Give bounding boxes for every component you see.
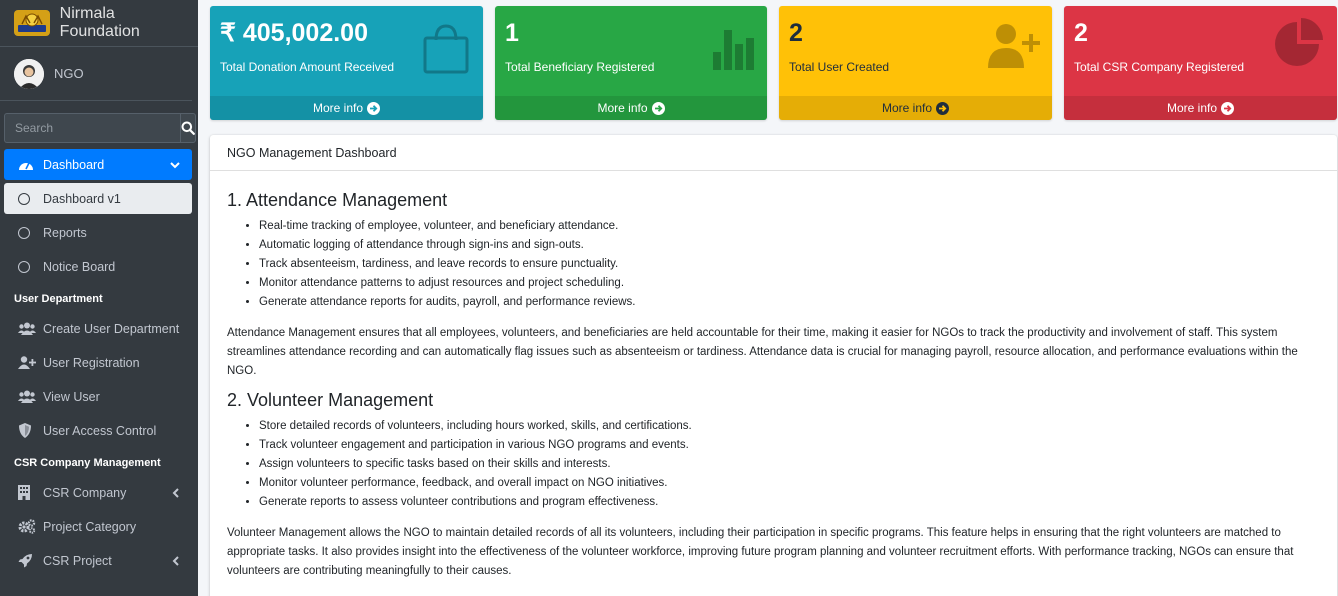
card-title: NGO Management Dashboard — [210, 135, 1337, 171]
search-icon — [181, 121, 195, 135]
list-item: • Store detailed records of volunteers, including hours worked, skills, and certifications. — [259, 417, 1320, 436]
chevron-left-icon — [172, 477, 180, 508]
search-input[interactable] — [4, 113, 180, 143]
sidebar-item-label: User Access Control — [43, 423, 157, 438]
nav-header-user-department: User Department — [14, 293, 103, 305]
more-info-label: More info — [597, 101, 648, 115]
sidebar-item-user-registration[interactable] — [4, 347, 192, 378]
sidebar-item-label: Dashboard — [43, 157, 105, 172]
list-item: • Generate reports to assess volunteer contributions and program effectiveness. — [259, 493, 1320, 512]
nav-header-csr-company-management: CSR Company Management — [14, 457, 161, 469]
arrow-circle-right-icon — [936, 102, 949, 115]
volunteer-feature-list — [227, 417, 1320, 512]
list-item: • Monitor volunteer performance, feedback, and overall impact on NGO initiatives. — [259, 474, 1320, 493]
sidebar-item-csr-project[interactable] — [4, 545, 192, 576]
stat-box-csr-company — [1064, 6, 1337, 120]
attendance-feature-list — [227, 217, 1320, 312]
more-info-link[interactable] — [495, 96, 767, 120]
sidebar-item-csr-company[interactable] — [4, 477, 192, 508]
stat-box-beneficiary — [495, 6, 767, 120]
bar-chart-icon — [711, 22, 755, 77]
stat-box-donation — [210, 6, 483, 120]
brand-link[interactable] — [0, 0, 198, 47]
more-info-link[interactable] — [779, 96, 1052, 120]
rocket-icon — [18, 553, 40, 568]
brand-name: Nirmala Foundation — [59, 5, 140, 40]
attendance-description: Attendance Management ensures that all employees, volunteers, and beneficiaries are held accountable for their time, making it easier for NGOs to track the productivity and involvement of staff. This system streamlines attendance recording and can automatically flag issues such as absenteeism or tardiness. Attendance data is crucial for managing payroll, resource allocation, and performance evaluations within the NGO. — [227, 327, 1298, 377]
sidebar-item-project-category[interactable] — [4, 511, 192, 542]
stat-label: Total CSR Company Registered — [1074, 60, 1245, 74]
list-item: • Monitor attendance patterns to adjust resources and project scheduling. — [259, 274, 1320, 293]
arrow-circle-right-icon — [1221, 102, 1234, 115]
more-info-label: More info — [312, 101, 364, 115]
list-item: • Assign volunteers to specific tasks based on their skills and interests. — [259, 455, 1320, 474]
circle-icon — [18, 261, 40, 273]
sidebar-item-label: Dashboard v1 — [43, 191, 121, 206]
sidebar — [0, 0, 198, 596]
stat-label: Total User Created — [789, 60, 890, 74]
section-heading-volunteer: 2. Volunteer Management — [227, 390, 434, 410]
stat-value: 1 — [505, 19, 519, 47]
sidebar-item-dashboard-v1[interactable] — [4, 183, 192, 214]
user-plus-icon — [18, 356, 40, 369]
sidebar-item-dashboard[interactable] — [4, 149, 192, 180]
shield-icon — [18, 423, 40, 438]
list-item: • Track absenteeism, tardiness, and leave records to ensure punctuality. — [259, 255, 1320, 274]
list-item: • Track volunteer engagement and participation in various NGO programs and events. — [259, 436, 1320, 455]
sidebar-item-create-user-department[interactable] — [4, 313, 192, 344]
sidebar-item-label: User Registration — [43, 355, 140, 370]
more-info-link[interactable] — [210, 96, 483, 120]
sidebar-item-user-access-control[interactable] — [4, 415, 192, 446]
section-heading-attendance: 1. Attendance Management — [227, 190, 448, 210]
more-info-label: More info — [1166, 101, 1218, 115]
circle-icon — [18, 193, 40, 205]
sidebar-item-label: View User — [43, 389, 100, 404]
sidebar-item-label: Reports — [43, 225, 87, 240]
sidebar-item-label: CSR Company — [43, 485, 127, 500]
card-body — [210, 171, 1337, 596]
building-icon — [18, 485, 40, 500]
list-item: • Automatic logging of attendance through sign-ins and sign-outs. — [259, 236, 1320, 255]
stat-label: Total Beneficiary Registered — [505, 60, 655, 74]
dashboard-gauge-icon — [18, 158, 40, 172]
foundation-logo — [14, 10, 50, 36]
sidebar-item-notice-board[interactable] — [4, 251, 192, 282]
pie-chart-icon — [1273, 16, 1325, 73]
more-info-label: More info — [881, 101, 933, 115]
chevron-left-icon — [172, 545, 180, 576]
sidebar-search — [4, 113, 192, 143]
avatar — [14, 59, 44, 89]
chevron-down-icon — [170, 149, 180, 180]
search-button[interactable] — [180, 113, 196, 143]
sidebar-item-reports[interactable] — [4, 217, 192, 248]
stat-value: 2 — [789, 19, 803, 47]
dashboard-card — [210, 135, 1337, 596]
stat-value: ₹ 405,002.00 — [220, 19, 368, 47]
sidebar-item-label: Create User Department — [43, 321, 180, 336]
shopping-bag-icon — [421, 22, 471, 79]
sidebar-item-label: Project Category — [43, 519, 137, 534]
stat-label: Total Donation Amount Received — [220, 60, 395, 74]
stat-value: 2 — [1074, 19, 1088, 47]
volunteer-description: Volunteer Management allows the NGO to maintain detailed records of all its volunteers, including their participation in specific programs. This feature helps in ensuring that the right volunteers are matched to appropriate tasks. It also provides insight into the effectiveness of the volunteer workforce, improving future program planning and volunteer recruitment efforts. With performance tracking, NGOs can ensure that volunteers are contributing meaningfully to their causes. — [227, 527, 1294, 577]
stat-box-users — [779, 6, 1052, 120]
user-name: NGO — [54, 66, 84, 81]
list-item: • Real-time tracking of employee, volunteer, and beneficiary attendance. — [259, 217, 1320, 236]
user-plus-icon — [988, 22, 1040, 75]
user-panel[interactable] — [0, 47, 192, 101]
arrow-circle-right-icon — [367, 102, 380, 115]
arrow-circle-right-icon — [652, 102, 665, 115]
circle-icon — [18, 227, 40, 239]
sidebar-item-label: CSR Project — [43, 553, 112, 568]
cogs-icon — [18, 519, 40, 534]
sidebar-item-label: Notice Board — [43, 259, 116, 274]
list-item: • Generate attendance reports for audits, payroll, and performance reviews. — [259, 293, 1320, 312]
users-icon — [18, 390, 40, 403]
sidebar-item-view-user[interactable] — [4, 381, 192, 412]
more-info-link[interactable] — [1064, 96, 1337, 120]
users-icon — [18, 322, 40, 335]
